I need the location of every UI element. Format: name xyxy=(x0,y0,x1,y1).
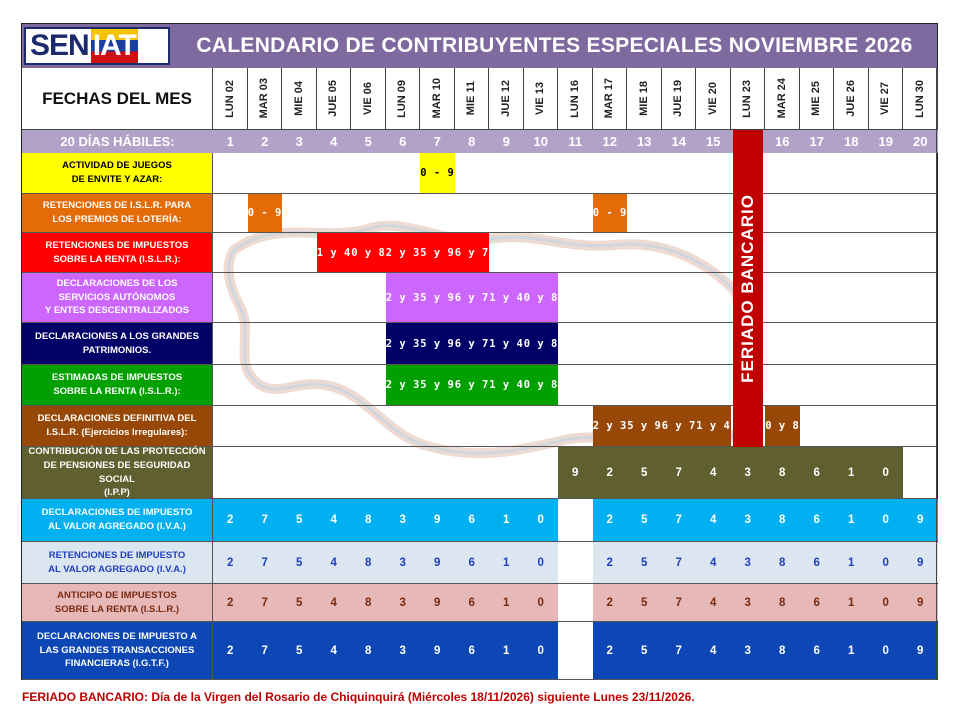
schedule-cell: 2 xyxy=(213,584,248,621)
schedule-cell: 2 y 3 xyxy=(386,365,421,405)
row-label-line: DECLARACIONES DE IMPUESTO A xyxy=(37,630,197,642)
schedule-cell: 9 xyxy=(903,499,938,541)
schedule-cell: 4 xyxy=(696,499,731,541)
business-day-number: 15 xyxy=(696,130,731,153)
day-header-label: VIE 06 xyxy=(361,81,374,116)
day-header-label: MIE 11 xyxy=(465,81,478,116)
schedule-cell: 0 xyxy=(869,622,904,679)
schedule-cell: 3 xyxy=(731,622,766,679)
business-day-number: 13 xyxy=(627,130,662,153)
row-label-line: SERVICIOS AUTÓNOMOS xyxy=(58,291,176,303)
footer-note: FERIADO BANCARIO: Día de la Virgen del Rosario de Chiquinquirá (Miércoles 18/11/2026) siguiente Lunes 23/11/2026. xyxy=(22,690,695,704)
business-day-number: 4 xyxy=(317,130,352,153)
business-day-number: 16 xyxy=(765,130,800,153)
schedule-cell: 8 xyxy=(765,584,800,621)
row-label xyxy=(22,233,213,273)
day-header-vie-27 xyxy=(869,68,904,130)
schedule-cell: 1 y 4 xyxy=(317,233,352,272)
grid-right-edge xyxy=(936,68,937,680)
row-label xyxy=(22,194,213,233)
schedule-cell: 6 xyxy=(455,542,490,583)
row-divider xyxy=(213,405,937,406)
schedule-cell: 4 xyxy=(696,622,731,679)
row-label-line: RETENCIONES DE IMPUESTOS xyxy=(45,239,189,251)
schedule-cell: 9 xyxy=(420,542,455,583)
schedule-cell: 0 y 8 xyxy=(765,406,800,446)
row-label-line: DECLARACIONES A LOS GRANDES xyxy=(35,330,199,342)
schedule-cell: 4 xyxy=(696,584,731,621)
schedule-cell: 3 xyxy=(386,499,421,541)
schedule-cell: 6 xyxy=(455,499,490,541)
schedule-cell: 7 xyxy=(248,622,283,679)
day-header-label: MIE 04 xyxy=(292,81,305,116)
row-label-line: DECLARACIONES DE LOS xyxy=(56,277,178,289)
schedule-cell: 2 y 3 xyxy=(386,323,421,364)
schedule-cell: 2 xyxy=(213,622,248,679)
day-header-lun-30 xyxy=(903,68,938,130)
day-header-label: VIE 27 xyxy=(879,81,892,116)
day-header-label: MIE 25 xyxy=(810,81,823,116)
schedule-cell: 2 xyxy=(593,447,628,498)
business-day-number: 20 xyxy=(903,130,938,153)
schedule-cell: 8 xyxy=(351,542,386,583)
schedule-cell: 1 xyxy=(834,447,869,498)
schedule-cell: 5 y 9 xyxy=(420,365,455,405)
schedule-cell: 2 xyxy=(593,499,628,541)
schedule-cell: 6 y 7 xyxy=(455,365,490,405)
schedule-cell: 6 xyxy=(800,584,835,621)
schedule-cell: 0 xyxy=(869,447,904,498)
schedule-cell: 3 xyxy=(386,584,421,621)
day-header-mar-10 xyxy=(420,68,455,130)
schedule-cell: 9 xyxy=(903,542,938,583)
schedule-cell: 2 y 3 xyxy=(386,233,421,272)
row-label-line: LOS PREMIOS DE LOTERÍA: xyxy=(52,214,182,225)
schedule-cell: 0 - 9 xyxy=(248,194,283,232)
row-label-line: FINANCIERAS (I.G.T.F.) xyxy=(65,658,169,670)
row-label-line: DE ENVITE Y AZAR: xyxy=(71,174,163,185)
schedule-cell: 1 y 4 xyxy=(696,406,731,446)
row-label-line: (I.P.P) xyxy=(104,487,130,499)
day-header-vie-13 xyxy=(524,68,559,130)
schedule-cell: 5 xyxy=(282,622,317,679)
logo-text-iat: IAT xyxy=(92,29,136,62)
row-label-line: Y ENTES DESCENTRALIZADOS xyxy=(45,305,189,317)
day-header-lun-16 xyxy=(558,68,593,130)
schedule-cell: 5 xyxy=(627,542,662,583)
schedule-cell: 7 xyxy=(662,447,697,498)
schedule-cell: 6 xyxy=(800,447,835,498)
business-day-number: 3 xyxy=(282,130,317,153)
schedule-cell: 1 y 4 xyxy=(489,323,524,364)
row-label-line: CONTRIBUCIÓN DE LAS PROTECCIÓN xyxy=(28,445,206,457)
day-header-label: VIE 20 xyxy=(706,81,719,116)
day-header-label: JUE 05 xyxy=(327,80,340,117)
schedule-cell: 9 xyxy=(903,622,938,679)
business-day-number: 18 xyxy=(834,130,869,153)
day-header-label: JUE 12 xyxy=(499,80,512,117)
schedule-cell: 1 xyxy=(489,542,524,583)
schedule-cell: 6 xyxy=(800,499,835,541)
schedule-cell: 1 xyxy=(834,584,869,621)
schedule-cell: 4 xyxy=(317,542,352,583)
business-day-number: 14 xyxy=(662,130,697,153)
row-label-line: ANTICIPO DE IMPUESTOS xyxy=(57,589,177,601)
schedule-cell: 1 xyxy=(489,499,524,541)
schedule-cell: 9 xyxy=(558,447,593,498)
day-header-mar-17 xyxy=(593,68,628,130)
schedule-cell: 4 xyxy=(696,542,731,583)
day-header-label: LUN 09 xyxy=(396,79,409,118)
row-label-line: DE PENSIONES DE SEGURIDAD SOCIAL xyxy=(43,459,191,485)
row-label xyxy=(22,447,213,499)
schedule-cell: 8 xyxy=(351,584,386,621)
schedule-cell: 1 xyxy=(834,499,869,541)
schedule-cell: 3 xyxy=(386,542,421,583)
schedule-cell: 8 xyxy=(765,542,800,583)
business-day-number: 7 xyxy=(420,130,455,153)
day-header-label: LUN 30 xyxy=(913,79,926,118)
schedule-cell: 0 xyxy=(869,542,904,583)
day-header-mie-11 xyxy=(455,68,490,130)
schedule-cell: 4 xyxy=(696,447,731,498)
schedule-cell: 6 xyxy=(455,584,490,621)
business-day-number: 11 xyxy=(558,130,593,153)
day-header-mie-04 xyxy=(282,68,317,130)
dias-habiles-label: 20 DÍAS HÁBILES: xyxy=(22,130,213,153)
schedule-cell: 7 xyxy=(248,584,283,621)
row-label-line: DECLARACIONES DEFINITIVA DEL xyxy=(37,413,197,425)
business-day-number: 9 xyxy=(489,130,524,153)
schedule-cell: 2 y 3 xyxy=(386,273,421,322)
business-day-number: 2 xyxy=(248,130,283,153)
schedule-cell: 8 xyxy=(765,499,800,541)
schedule-cell: 8 xyxy=(351,499,386,541)
row-label xyxy=(22,153,213,194)
schedule-cell: 5 xyxy=(627,447,662,498)
row-label-line: SOBRE LA RENTA (I.S.L.R.): xyxy=(53,386,181,397)
business-day-number: 5 xyxy=(351,130,386,153)
schedule-cell: 6 y 7 xyxy=(662,406,697,446)
schedule-cell: 0 y 8 xyxy=(524,323,559,364)
day-header-vie-06 xyxy=(351,68,386,130)
seniat-logo xyxy=(24,27,170,65)
business-day-number: 10 xyxy=(524,130,559,153)
day-header-label: MAR 03 xyxy=(258,78,271,119)
schedule-cell: 1 xyxy=(834,542,869,583)
schedule-cell: 7 xyxy=(248,499,283,541)
schedule-cell: 3 xyxy=(731,499,766,541)
schedule-cell: 1 xyxy=(834,622,869,679)
schedule-cell: 2 xyxy=(593,584,628,621)
schedule-cell: 0 xyxy=(524,542,559,583)
day-header-label: MAR 10 xyxy=(430,78,443,119)
row-label xyxy=(22,323,213,365)
schedule-cell: 5 xyxy=(627,584,662,621)
schedule-cell: 5 y 9 xyxy=(420,323,455,364)
holiday-column xyxy=(733,130,764,447)
schedule-cell: 9 xyxy=(420,499,455,541)
schedule-cell: 0 xyxy=(869,499,904,541)
schedule-cell: 0 xyxy=(524,584,559,621)
schedule-cell: 7 xyxy=(662,542,697,583)
row-divider xyxy=(213,679,937,680)
day-header-lun-09 xyxy=(386,68,421,130)
day-header-label: MAR 17 xyxy=(603,78,616,119)
schedule-cell: 0 - 9 xyxy=(593,194,628,232)
day-header-label: LUN 16 xyxy=(568,79,581,118)
business-day-number: 1 xyxy=(213,130,248,153)
row-label-line: DECLARACIONES DE IMPUESTO xyxy=(41,507,193,519)
schedule-cell: 5 xyxy=(627,622,662,679)
day-header-label: VIE 13 xyxy=(534,81,547,116)
schedule-cell: 7 xyxy=(248,542,283,583)
schedule-cell: 9 xyxy=(420,622,455,679)
row-label xyxy=(22,406,213,447)
row-label-line: SOBRE LA RENTA (I.S.L.R.): xyxy=(53,253,181,265)
schedule-cell: 5 y 9 xyxy=(627,406,662,446)
schedule-cell: 5 xyxy=(627,499,662,541)
row-label-line: RETENCIONES DE IMPUESTO xyxy=(48,549,186,561)
schedule-cell: 4 xyxy=(317,584,352,621)
schedule-cell: 6 y 7 xyxy=(455,273,490,322)
row-label xyxy=(22,365,213,406)
schedule-cell: 6 xyxy=(800,622,835,679)
schedule-cell: 4 xyxy=(317,622,352,679)
schedule-cell: 8 xyxy=(765,622,800,679)
day-header-lun-02 xyxy=(213,68,248,130)
schedule-cell: 5 y 9 xyxy=(420,273,455,322)
business-day-number: 8 xyxy=(455,130,490,153)
schedule-cell: 8 xyxy=(765,447,800,498)
schedule-cell: 5 y 9 xyxy=(420,233,455,272)
day-header-label: MIE 18 xyxy=(637,81,650,116)
schedule-cell: 0 xyxy=(524,499,559,541)
day-header-label: LUN 23 xyxy=(741,79,754,118)
schedule-cell: 3 xyxy=(386,622,421,679)
business-day-number: 6 xyxy=(386,130,421,153)
schedule-cell: 2 xyxy=(213,542,248,583)
schedule-cell: 7 xyxy=(662,584,697,621)
fechas-label: FECHAS DEL MES xyxy=(22,68,213,130)
schedule-cell: 5 xyxy=(282,542,317,583)
day-header-label: MAR 24 xyxy=(775,78,788,119)
schedule-cell: 2 xyxy=(213,499,248,541)
row-divider xyxy=(213,193,937,194)
row-label-line: SOBRE LA RENTA (I.S.L.R.) xyxy=(54,603,180,615)
day-header-mie-25 xyxy=(800,68,835,130)
schedule-cell: 0 - 9 xyxy=(420,153,455,193)
schedule-cell: 9 xyxy=(420,584,455,621)
day-header-label: LUN 02 xyxy=(223,79,236,118)
schedule-cell: 3 xyxy=(731,542,766,583)
row-label-line: AL VALOR AGREGADO (I.V.A.) xyxy=(48,563,186,575)
schedule-cell: 2 y 3 xyxy=(593,406,628,446)
schedule-cell: 0 y 8 xyxy=(351,233,386,272)
row-label-line: RETENCIONES DE I.S.L.R. PARA xyxy=(42,200,192,212)
schedule-cell: 0 y 8 xyxy=(524,273,559,322)
day-header-jue-05 xyxy=(317,68,352,130)
day-header-label: JUE 19 xyxy=(672,80,685,117)
schedule-cell: 6 xyxy=(455,622,490,679)
business-day-number: 19 xyxy=(869,130,904,153)
row-label-line: AL VALOR AGREGADO (I.V.A.) xyxy=(48,521,186,532)
schedule-cell: 9 xyxy=(903,584,938,621)
schedule-cell: 7 xyxy=(662,622,697,679)
day-header-jue-19 xyxy=(662,68,697,130)
schedule-cell: 3 xyxy=(731,584,766,621)
row-label-line: I.S.L.R. (Ejercicios Irregulares): xyxy=(46,427,188,438)
day-header-mar-03 xyxy=(248,68,283,130)
day-header-vie-20 xyxy=(696,68,731,130)
row-divider xyxy=(213,364,937,365)
schedule-cell: 0 xyxy=(869,584,904,621)
schedule-cell: 4 xyxy=(317,499,352,541)
row-label-line: LAS GRANDES TRANSACCIONES xyxy=(39,644,195,656)
schedule-cell: 7 xyxy=(662,499,697,541)
schedule-cell: 1 y 4 xyxy=(489,365,524,405)
holiday-label: FERIADO BANCARIO xyxy=(737,194,757,383)
schedule-cell: 0 y 8 xyxy=(524,365,559,405)
schedule-cell: 2 xyxy=(593,622,628,679)
row-divider xyxy=(213,272,937,273)
row-label xyxy=(22,622,213,680)
row-divider xyxy=(213,322,937,323)
row-label xyxy=(22,499,213,542)
schedule-cell: 6 y 7 xyxy=(455,323,490,364)
day-header-lun-23 xyxy=(731,68,766,130)
business-day-number: 12 xyxy=(593,130,628,153)
day-header-label: JUE 26 xyxy=(844,80,857,117)
page-title: CALENDARIO DE CONTRIBUYENTES ESPECIALES NOVIEMBRE 2026 xyxy=(196,34,913,57)
schedule-cell: 2 xyxy=(593,542,628,583)
row-label xyxy=(22,542,213,584)
row-label-line: PATRIMONIOS. xyxy=(82,344,152,356)
schedule-cell: 0 xyxy=(524,622,559,679)
schedule-cell: 1 xyxy=(489,622,524,679)
schedule-cell: 1 y 4 xyxy=(489,273,524,322)
schedule-cell: 8 xyxy=(351,622,386,679)
schedule-cell: 6 y 7 xyxy=(455,233,490,272)
schedule-cell: 1 xyxy=(489,584,524,621)
schedule-cell: 6 xyxy=(800,542,835,583)
row-label-line: ACTIVIDAD DE JUEGOS xyxy=(62,160,172,172)
schedule-cell: 3 xyxy=(731,447,766,498)
schedule-cell: 5 xyxy=(282,584,317,621)
row-label xyxy=(22,273,213,323)
logo-text-sen: SEN xyxy=(30,29,89,62)
row-label xyxy=(22,584,213,622)
day-header-jue-26 xyxy=(834,68,869,130)
schedule-cell: 5 xyxy=(282,499,317,541)
row-label-line: ESTIMADAS DE IMPUESTOS xyxy=(51,372,183,384)
day-header-jue-12 xyxy=(489,68,524,130)
day-header-mar-24 xyxy=(765,68,800,130)
day-header-mie-18 xyxy=(627,68,662,130)
business-day-number: 17 xyxy=(800,130,835,153)
